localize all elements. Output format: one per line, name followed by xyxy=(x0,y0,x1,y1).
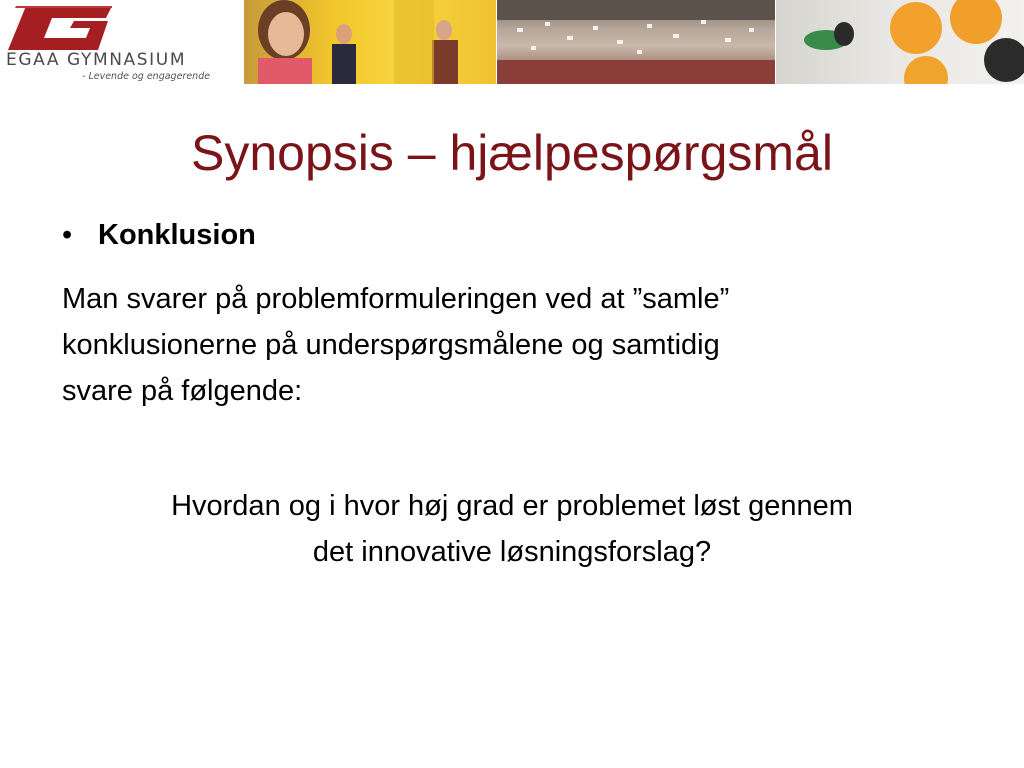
logo-tagline: - Levende og engagerende xyxy=(82,71,211,82)
students-photo-icon xyxy=(244,0,496,84)
body-paragraph xyxy=(62,276,942,414)
bullet-label: Konklusion xyxy=(98,219,256,251)
paragraph-line: Man svarer på problemformuleringen ved at ”samle” xyxy=(62,283,730,315)
school-logo xyxy=(0,0,244,84)
question-line: det innovative løsningsforslag? xyxy=(312,536,712,568)
paragraph-line: svare på følgende: xyxy=(62,375,303,407)
bullet-dot-icon: • xyxy=(62,219,73,251)
header-photo-lamps xyxy=(776,0,1024,84)
slide-title: Synopsis – hjælpespørgsmål xyxy=(191,125,833,181)
logo-name: EGAA GYMNASIUM xyxy=(6,50,187,70)
logo-g-icon xyxy=(8,6,112,50)
question-line: Hvordan og i hvor høj grad er problemet løst gennem xyxy=(171,490,853,522)
key-question xyxy=(40,483,984,575)
hall-photo-icon xyxy=(497,0,775,84)
bullet-item xyxy=(62,219,256,252)
paragraph-line: konklusionerne på underspørgsmålene og samtidig xyxy=(62,329,720,361)
lamps-photo-icon xyxy=(776,0,1024,84)
header-photo-students xyxy=(244,0,496,84)
header-banner xyxy=(0,0,1024,84)
header-photo-hall xyxy=(497,0,775,84)
